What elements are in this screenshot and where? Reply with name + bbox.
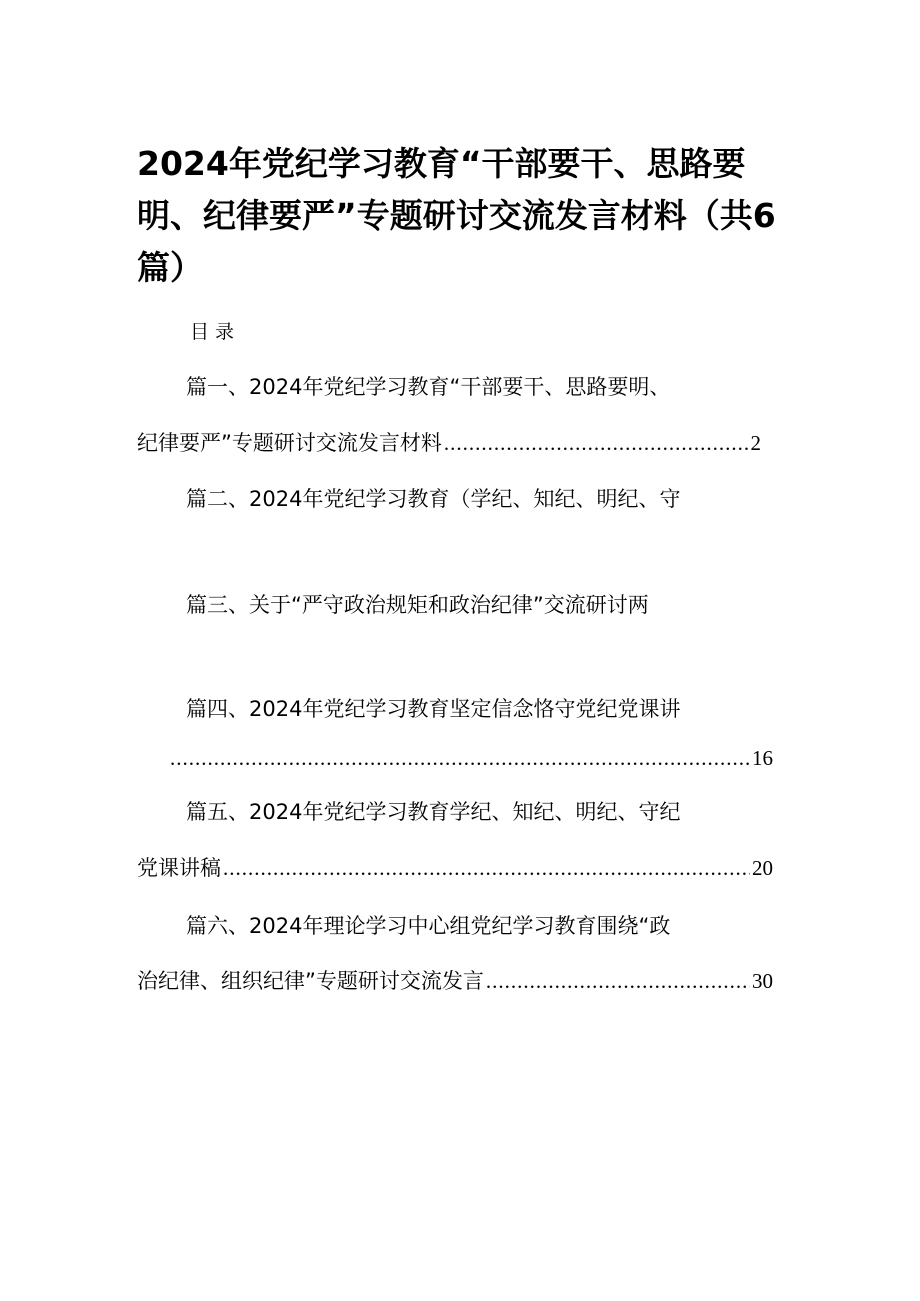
toc-entry-2-line1[interactable]: 篇二、2024年党纪学习教育（学纪、知纪、明纪、守 xyxy=(186,487,681,511)
toc-entry-1-line2: 纪律要严”专题研讨交流发言材料 xyxy=(137,431,442,455)
toc-entry-4-line1: 篇四、2024年党纪学习教育坚定信念恪守党纪党课讲 xyxy=(186,697,681,721)
toc-entry-5-leader xyxy=(223,853,750,883)
toc-entry-5-line1: 篇五、2024年党纪学习教育学纪、知纪、明纪、守纪 xyxy=(186,800,681,824)
toc-entry-6-line2: 治纪律、组织纪律”专题研讨交流发言 xyxy=(137,969,484,993)
toc-entry-5-row[interactable] xyxy=(137,853,773,883)
toc-entry-6-leader xyxy=(486,966,750,996)
toc-entry-1-leader xyxy=(444,428,749,458)
toc-entry-6-row[interactable] xyxy=(137,966,773,996)
toc-entry-6-line1: 篇六、2024年理论学习中心组党纪学习教育围绕“政 xyxy=(186,914,671,938)
toc-entry-5-page: 20 xyxy=(752,856,773,880)
document-title: 2024年党纪学习教育“干部要干、思路要明、纪律要严”专题研讨交流发言材料（共6篇） xyxy=(137,144,776,287)
toc-entry-4-row[interactable] xyxy=(168,743,773,773)
toc-entry-1-page: 2 xyxy=(750,431,761,455)
toc-entry-4-leader xyxy=(170,743,750,773)
toc-entry-6-page: 30 xyxy=(752,969,773,993)
toc-entry-4-page: 16 xyxy=(752,746,773,770)
toc-entry-5-line2: 党课讲稿 xyxy=(137,856,221,880)
toc-entry-3-line1[interactable]: 篇三、关于“严守政治规矩和政治纪律”交流研讨两 xyxy=(186,593,649,617)
toc-entry-1-line1: 篇一、2024年党纪学习教育“干部要干、思路要明、 xyxy=(186,375,671,399)
toc-heading: 目录 xyxy=(190,321,241,343)
toc-entry-1-row[interactable] xyxy=(137,428,761,458)
